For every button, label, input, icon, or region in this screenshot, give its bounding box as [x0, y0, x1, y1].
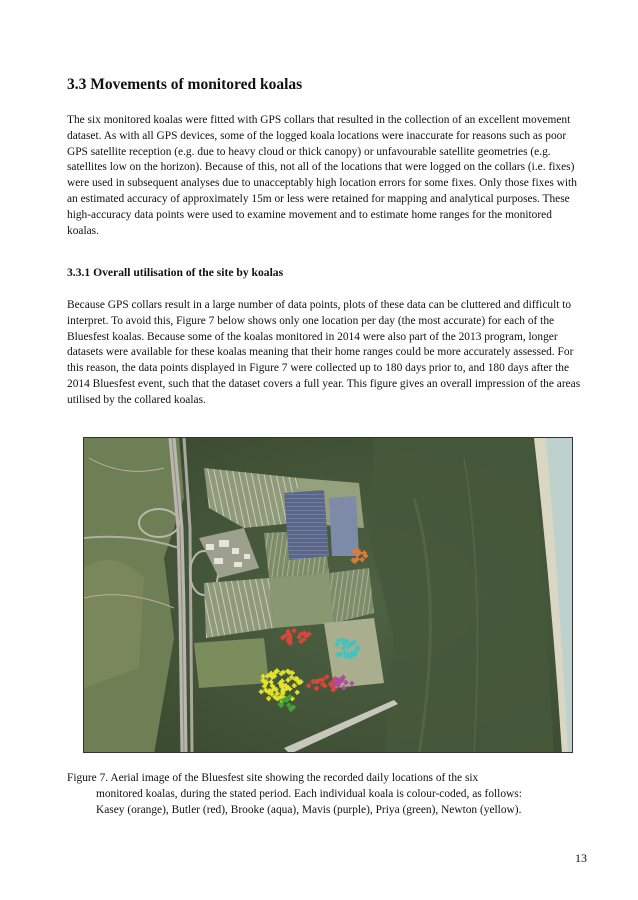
subsection-paragraph: Because GPS collars result in a large number of data points, plots of these data can be cluttered and difficult to interpret. To avoid this, Figure 7 below shows only one location per day (the most accurate) for each of the Bluesfest koalas. Because some of the koalas monitored in 2014 were also part of the 2013 program, longer datasets were available for these koalas meaning that their home ranges could be more accurately assessed. For this reason, the data points displayed in Figure 7 were collected up to 180 days prior to, and 180 days after the 2014 Bluesfest event, such that the dataset covers a full year. This figure gives an overall impression of the areas utilised by the collared koalas. [67, 299, 581, 406]
caption-line-2: monitored koalas, during the stated period. Each individual koala is colour-coded, as follows: [96, 787, 522, 800]
caption-line-1: Figure 7. Aerial image of the Bluesfest site showing the recorded daily locations of the six [67, 772, 479, 784]
figure-caption [67, 771, 587, 818]
aerial-image-figure [83, 437, 573, 753]
section-heading: 3.3 Movements of monitored koalas [67, 76, 303, 93]
crop-field-west [204, 578, 274, 638]
caption-line-3: Kasey (orange), Butler (red), Brooke (aqua), Mavis (purple), Priya (green), Newton (yellow). [96, 803, 522, 816]
aerial-map [84, 438, 573, 753]
section-paragraph: The six monitored koalas were fitted with GPS collars that resulted in the collection of an excellent movement dataset. As with all GPS devices, some of the logged koala locations were inaccurate for reasons such as poor GPS satellite reception (e.g. due to heavy cloud or thick canopy) or unfavourable satellite geometries (e.g. satellites low on the horizon). Because of this, not all of the locations that were logged on the collars (i.e. fixes) were used in subsequent analyses due to unacceptably high location errors for some fixes. Only those fixes with an estimated accuracy of approximately 15m or less were retained for mapping and analytical purposes. These high-accuracy data points were used to examine movement and to estimate home ranges for the monitored koalas. [67, 114, 577, 237]
solar-panels [284, 490, 329, 560]
page-number: 13 [575, 851, 587, 865]
eastern-forest [369, 438, 554, 753]
subsection-heading: 3.3.1 Overall utilisation of the site by koalas [67, 266, 284, 279]
